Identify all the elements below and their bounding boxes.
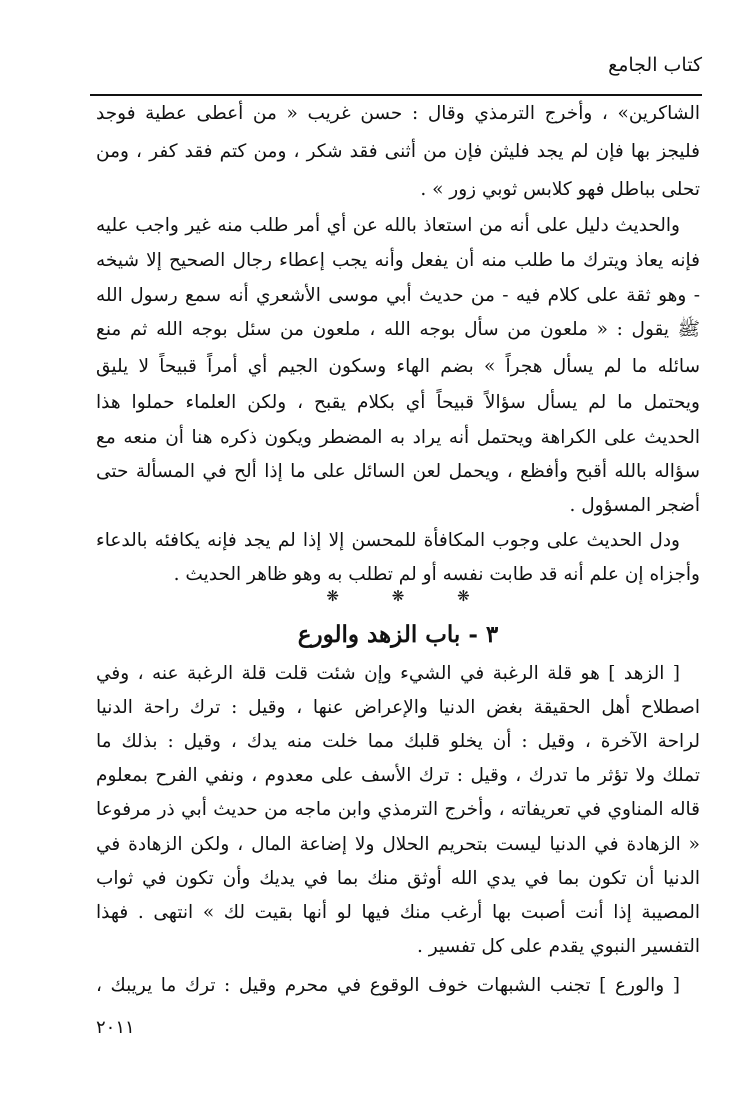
text-line: والحديث دليل على أنه من استعاذ بالله عن أي أمر طلب منه غير واجب عليه bbox=[96, 215, 680, 236]
separator-star-icon: ❋ bbox=[326, 587, 339, 605]
text-line: تحلى بباطل فهو كلابس ثوبي زور » . bbox=[420, 179, 700, 200]
text-line: المصيبة إذا أنت أصبت بها أرغب منك فيها لو أنها بقيت لك » انتهى . فهذا bbox=[96, 902, 700, 923]
text-line: [ والورع ] تجنب الشبهات خوف الوقوع في محرم وقيل : ترك ما يريبك ، bbox=[96, 975, 680, 996]
text-line: أضجر المسؤول . bbox=[569, 495, 700, 516]
text-line: « الزهادة في الدنيا ليست بتحريم الحلال ولا إضاعة المال ، ولكن الزهادة في bbox=[96, 834, 700, 855]
text-line: فإنه يعاذ ويترك ما طلب منه أن يفعل وأنه يجب إعطاء رجال الصحيح إلا شيخه bbox=[96, 250, 700, 271]
text-line: سؤاله بالله أقبح وأفظع ، ويحمل لعن السائل على ما إذا ألح في المسألة حتى bbox=[96, 461, 700, 482]
page-number: ٢٠١١ bbox=[96, 1017, 135, 1038]
text-line: ﷺ يقول : « ملعون من سأل بوجه الله ، ملعون من سئل بوجه الله ثم منع bbox=[96, 319, 700, 340]
text-line: اصطلاح أهل الحقيقة بغض الدنيا والإعراض عنها ، وقيل : ترك راحة الدنيا bbox=[96, 697, 700, 718]
text-line: فليجز بها فإن لم يجد فليثن فإن من أثنى فقد شكر ، ومن كتم فقد كفر ، ومن bbox=[96, 141, 700, 162]
separator-star-icon: ❋ bbox=[391, 587, 405, 605]
text-line: وأجزاه إن علم أنه قد طابت نفسه أو لم تطلب به وهو ظاهر الحديث . bbox=[173, 564, 700, 585]
text-line: التفسير النبوي يقدم على كل تفسير . bbox=[416, 936, 700, 957]
text-line: سائله ما لم يسأل هجراً » بضم الهاء وسكون الجيم أي أمراً قبيحاً لا يليق bbox=[96, 356, 700, 377]
text-line: لراحة الآخرة ، وقيل : أن يخلو قلبك مما خلت منه يدك ، وقيل : بذلك ما bbox=[96, 731, 700, 752]
text-line: [ الزهد ] هو قلة الرغبة في الشيء وإن شئت قلت قلة الرغبة عنه ، وفي bbox=[96, 663, 680, 684]
section-separator bbox=[96, 584, 700, 608]
text-line: الحديث على الكراهة ويحتمل أنه يراد به المضطر ويكون ذكره هنا أن منعه مع bbox=[96, 427, 700, 448]
section-heading: ٣ - باب الزهد والورع bbox=[297, 621, 499, 648]
running-header-title: كتاب الجامع bbox=[608, 54, 702, 76]
text-line: ويحتمل ما لم يسأل سؤالاً قبيحاً أي بكلام يقبح ، ولكن العلماء حملوا هذا bbox=[96, 392, 700, 413]
text-line: قاله المناوي في تعريفاته ، وأخرج الترمذي وابن ماجه من حديث أبي ذر مرفوعا bbox=[96, 799, 700, 820]
text-line: ودل الحديث على وجوب المكافأة للمحسن إلا إذا لم يجد فإنه يكافئه بالدعاء bbox=[96, 530, 680, 551]
separator-star-icon: ❋ bbox=[457, 587, 470, 605]
text-line: تملك ولا تؤثر ما تدرك ، وقيل : ترك الأسف على معدوم ، ونفي الفرح بمعلوم bbox=[96, 765, 700, 786]
text-line: الدنيا أن تكون بما في يدي الله أوثق منك بما في يديك وأن تكون في ثواب bbox=[96, 868, 700, 889]
text-line: - وهو ثقة على كلام فيه - من حديث أبي موسى الأشعري أنه سمع رسول الله bbox=[96, 285, 700, 306]
text-line: الشاكرين» ، وأخرج الترمذي وقال : حسن غريب « من أعطى عطية فوجد bbox=[96, 103, 700, 124]
header-rule bbox=[90, 94, 702, 96]
